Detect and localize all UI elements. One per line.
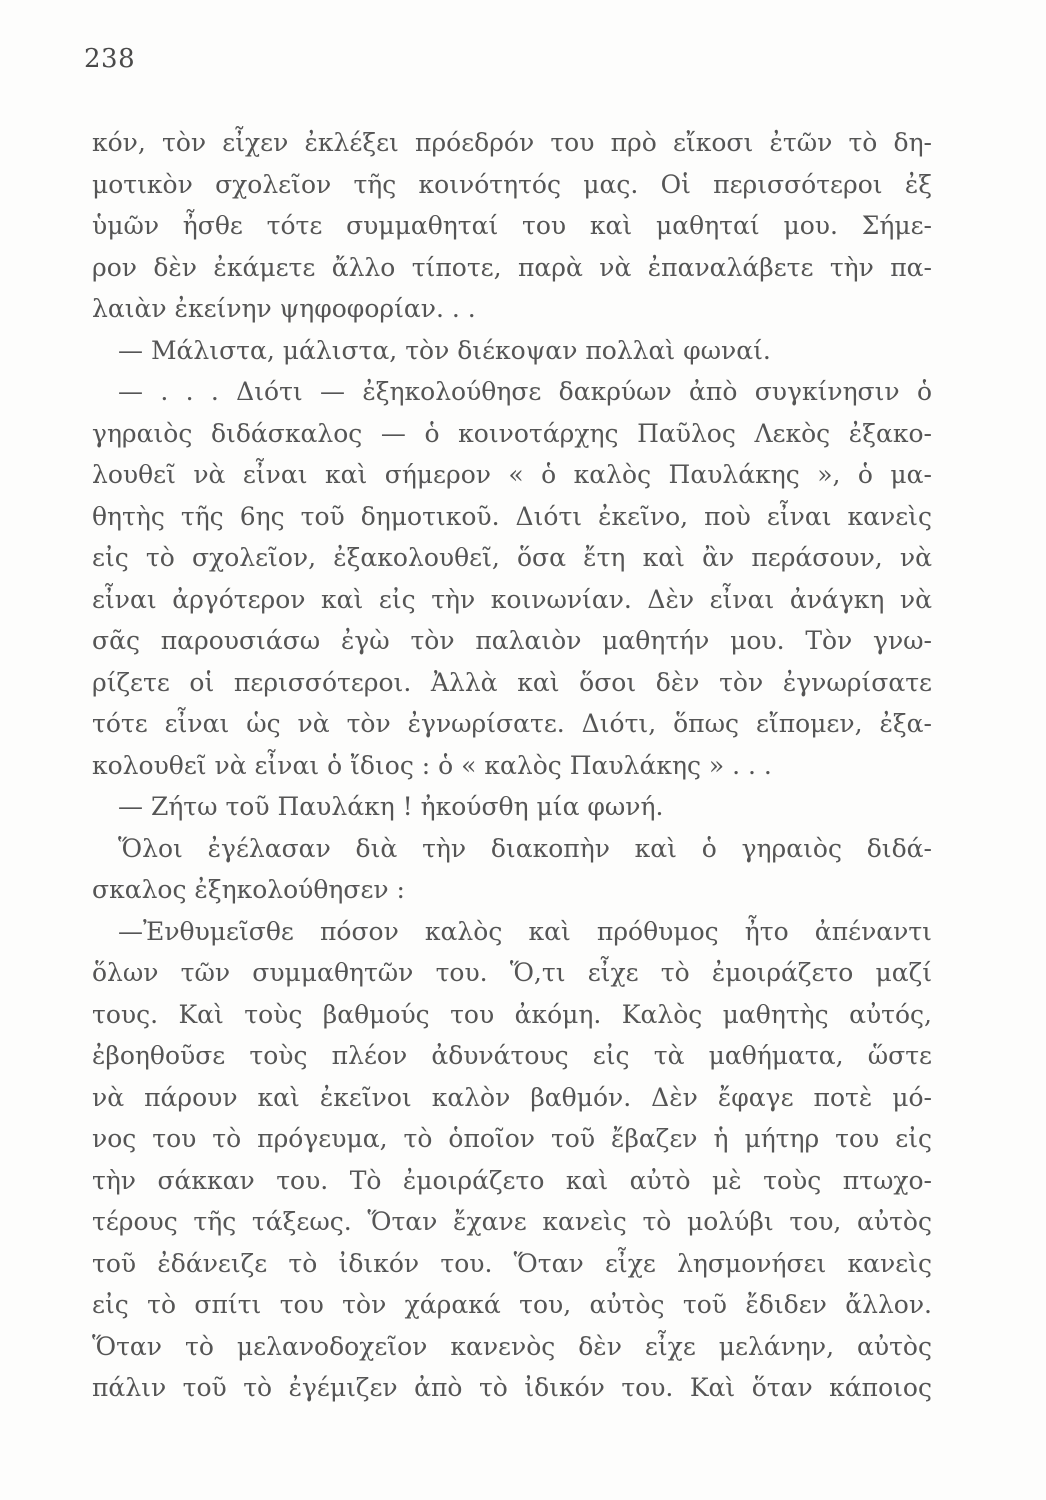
text-line: πάλιν τοῦ τὸ ἐγέμιζεν ἀπὸ τὸ ἰδικόν του. Καὶ ὅταν κάποιος: [92, 1373, 932, 1402]
text-line: — . . . Διότι — ἐξηκολούθησε δακρύων ἀπὸ συγκίνησιν ὁ: [118, 377, 932, 406]
text-line: — Ζήτω τοῦ Παυλάκη ! ἠκούσθη μία φωνή.: [118, 792, 664, 821]
text-line: — Μάλιστα, μάλιστα, τὸν διέκοψαν πολλαὶ φωναί.: [118, 335, 771, 365]
text-line: σκαλος ἐξηκολούθησεν :: [92, 875, 405, 904]
text-line: λαιὰν ἐκείνην ψηφοφορίαν. . .: [92, 294, 476, 323]
text-line: εἶναι ἀργότερον καὶ εἰς τὴν κοινωνίαν. Δὲν εἶναι ἀνάγκη νὰ: [92, 584, 932, 614]
text-line: γηραιὸς διδάσκαλος — ὁ κοινοτάρχης Παῦλος Λεκὸς ἐξακο-: [92, 418, 932, 448]
text-line: ρίζετε οἱ περισσότεροι. Ἀλλὰ καὶ ὅσοι δὲν τὸν ἐγνωρίσατε: [92, 667, 932, 697]
text-line: σᾶς παρουσιάσω ἐγὼ τὸν παλαιὸν μαθητήν μου. Τὸν γνω-: [92, 626, 932, 655]
text-line: Ὅλοι ἐγέλασαν διὰ τὴν διακοπὴν καὶ ὁ γηραιὸς διδά-: [118, 833, 932, 863]
text-line: λουθεῖ νὰ εἶναι καὶ σήμερον « ὁ καλὸς Παυλάκης », ὁ μα-: [92, 460, 932, 489]
text-line: κόν, τὸν εἶχεν ἐκλέξει πρόεδρόν του πρὸ εἴκοσι ἐτῶν τὸ δη-: [92, 128, 932, 157]
text-line: εἰς τὸ σπίτι του τὸν χάρακά του, αὐτὸς τοῦ ἔδιδεν ἄλλον.: [92, 1290, 932, 1319]
text-line: τὴν σάκκαν του. Τὸ ἐμοιράζετο καὶ αὐτὸ μὲ τοὺς πτωχο-: [92, 1165, 932, 1195]
text-line: ρον δὲν ἐκάμετε ἄλλο τίποτε, παρὰ νὰ ἐπαναλάβετε τὴν πα-: [92, 252, 932, 282]
text-line: μοτικὸν σχολεῖον τῆς κοινότητός μας. Οἱ περισσότεροι ἐξ: [92, 169, 932, 199]
body-text: [92, 122, 932, 1409]
text-line: νὰ πάρουν καὶ ἐκεῖνοι καλὸν βαθμόν. Δὲν ἔφαγε ποτὲ μό-: [92, 1082, 932, 1112]
text-line: κολουθεῖ νὰ εἶναι ὁ ἴδιος : ὁ « καλὸς Παυλάκης » . . .: [92, 750, 772, 780]
text-line: εἰς τὸ σχολεῖον, ἐξακολουθεῖ, ὅσα ἔτη καὶ ἂν περάσουν, νὰ: [92, 543, 932, 572]
text-line: τέρους τῆς τάξεως. Ὅταν ἔχανε κανεὶς τὸ μολύβι του, αὐτὸς: [92, 1207, 932, 1236]
text-line: τότε εἶναι ὡς νὰ τὸν ἐγνωρίσατε. Διότι, ὅπως εἴπομεν, ἐξα-: [92, 709, 932, 738]
page-number: 238: [84, 44, 136, 74]
text-line: ἐβοηθοῦσε τοὺς πλέον ἀδυνάτους εἰς τὰ μαθήματα, ὥστε: [92, 1041, 932, 1070]
text-line: ὅλων τῶν συμμαθητῶν του. Ὅ,τι εἶχε τὸ ἐμοιράζετο μαζί: [92, 958, 932, 987]
text-line: ὑμῶν ἦσθε τότε συμμαθηταί του καὶ μαθηταί μου. Σήμε-: [92, 211, 932, 240]
text-line: Ὅταν τὸ μελανοδοχεῖον κανενὸς δὲν εἶχε μελάνην, αὐτὸς: [92, 1331, 932, 1361]
text-line: νος του τὸ πρόγευμα, τὸ ὁποῖον τοῦ ἔβαζεν ἡ μήτηρ του εἰς: [92, 1124, 932, 1153]
text-line: —Ἐνθυμεῖσθε πόσον καλὸς καὶ πρόθυμος ἦτο ἀπέναντι: [118, 916, 932, 946]
text-line: θητὴς τῆς 6ης τοῦ δημοτικοῦ. Διότι ἐκεῖνο, ποὺ εἶναι κανεὶς: [92, 501, 932, 531]
text-line: τοῦ ἐδάνειζε τὸ ἰδικόν του. Ὅταν εἶχε λησμονήσει κανεὶς: [92, 1248, 932, 1278]
text-line: τους. Καὶ τοὺς βαθμούς του ἀκόμη. Καλὸς μαθητὴς αὐτός,: [92, 999, 932, 1029]
